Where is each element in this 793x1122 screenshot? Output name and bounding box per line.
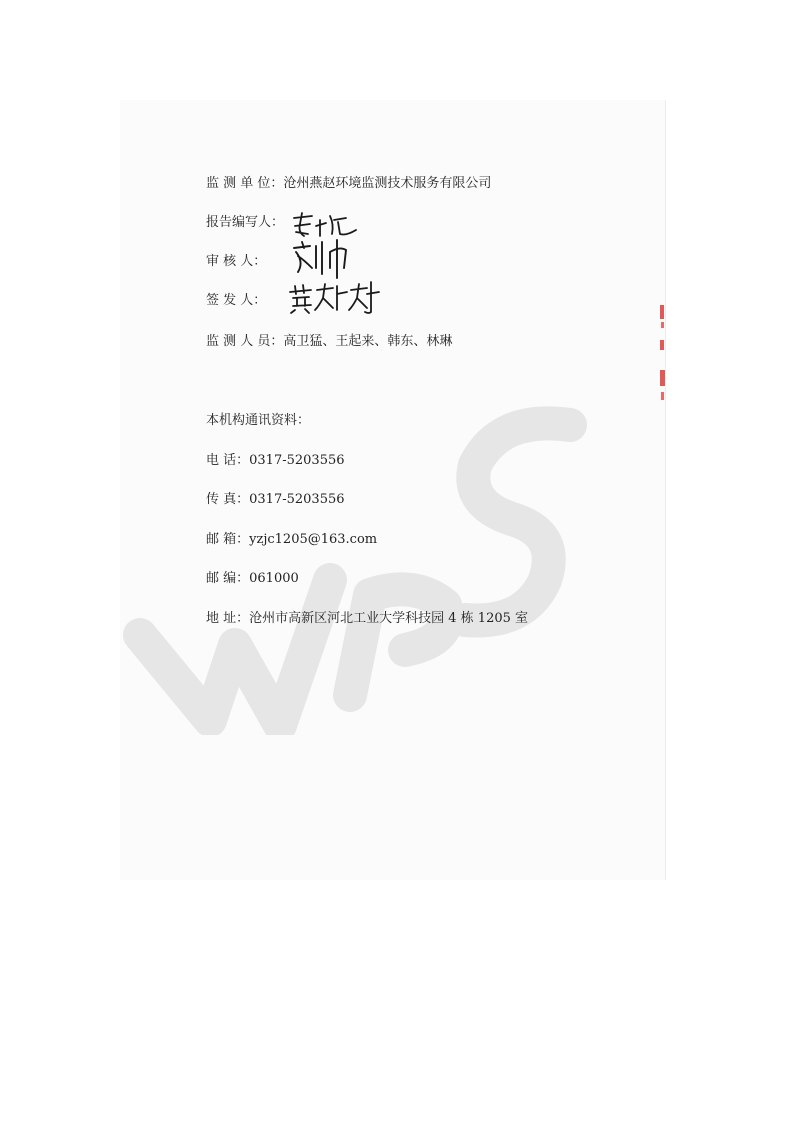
postcode-label: 邮 编： [206, 571, 250, 586]
fax-label: 传 真： [206, 492, 250, 507]
phone-row [206, 452, 345, 470]
reviewer-row [206, 253, 266, 271]
monitoring-unit-value: 沧州燕赵环境监测技术服务有限公司 [283, 176, 492, 191]
email-label: 邮 箱： [206, 532, 250, 547]
scanned-page [120, 100, 666, 880]
monitoring-unit-label: 监 测 单 位： [206, 176, 284, 191]
fax-value: 0317-5203556 [249, 492, 345, 507]
seal-edge-marks [656, 300, 668, 405]
address-value: 沧州市高新区河北工业大学科技园 4 栋 1205 室 [249, 611, 529, 626]
monitoring-staff-row [206, 333, 452, 351]
monitoring-staff-value: 高卫猛、王起来、韩东、林琳 [283, 334, 453, 349]
reviewer-signature [290, 238, 352, 280]
report-writer-row [206, 214, 284, 232]
address-row [206, 610, 528, 628]
issuer-row [206, 292, 266, 310]
email-row [206, 531, 377, 549]
writer-signature [290, 210, 360, 240]
postcode-row [206, 570, 299, 588]
postcode-value: 061000 [249, 571, 299, 586]
phone-value: 0317-5203556 [249, 453, 345, 468]
issuer-label: 签 发 人： [206, 293, 267, 308]
reviewer-label: 审 核 人： [206, 254, 267, 269]
contact-title: 本机构通讯资料： [206, 413, 311, 428]
phone-label: 电 话： [206, 453, 250, 468]
monitoring-unit-row [206, 175, 491, 193]
report-writer-label: 报告编写人： [206, 215, 285, 230]
email-value: yzjc1205@163.com [249, 532, 378, 547]
monitoring-staff-label: 监 测 人 员： [206, 334, 284, 349]
address-label: 地 址： [206, 611, 250, 626]
fax-row [206, 491, 345, 509]
issuer-signature [287, 280, 382, 315]
